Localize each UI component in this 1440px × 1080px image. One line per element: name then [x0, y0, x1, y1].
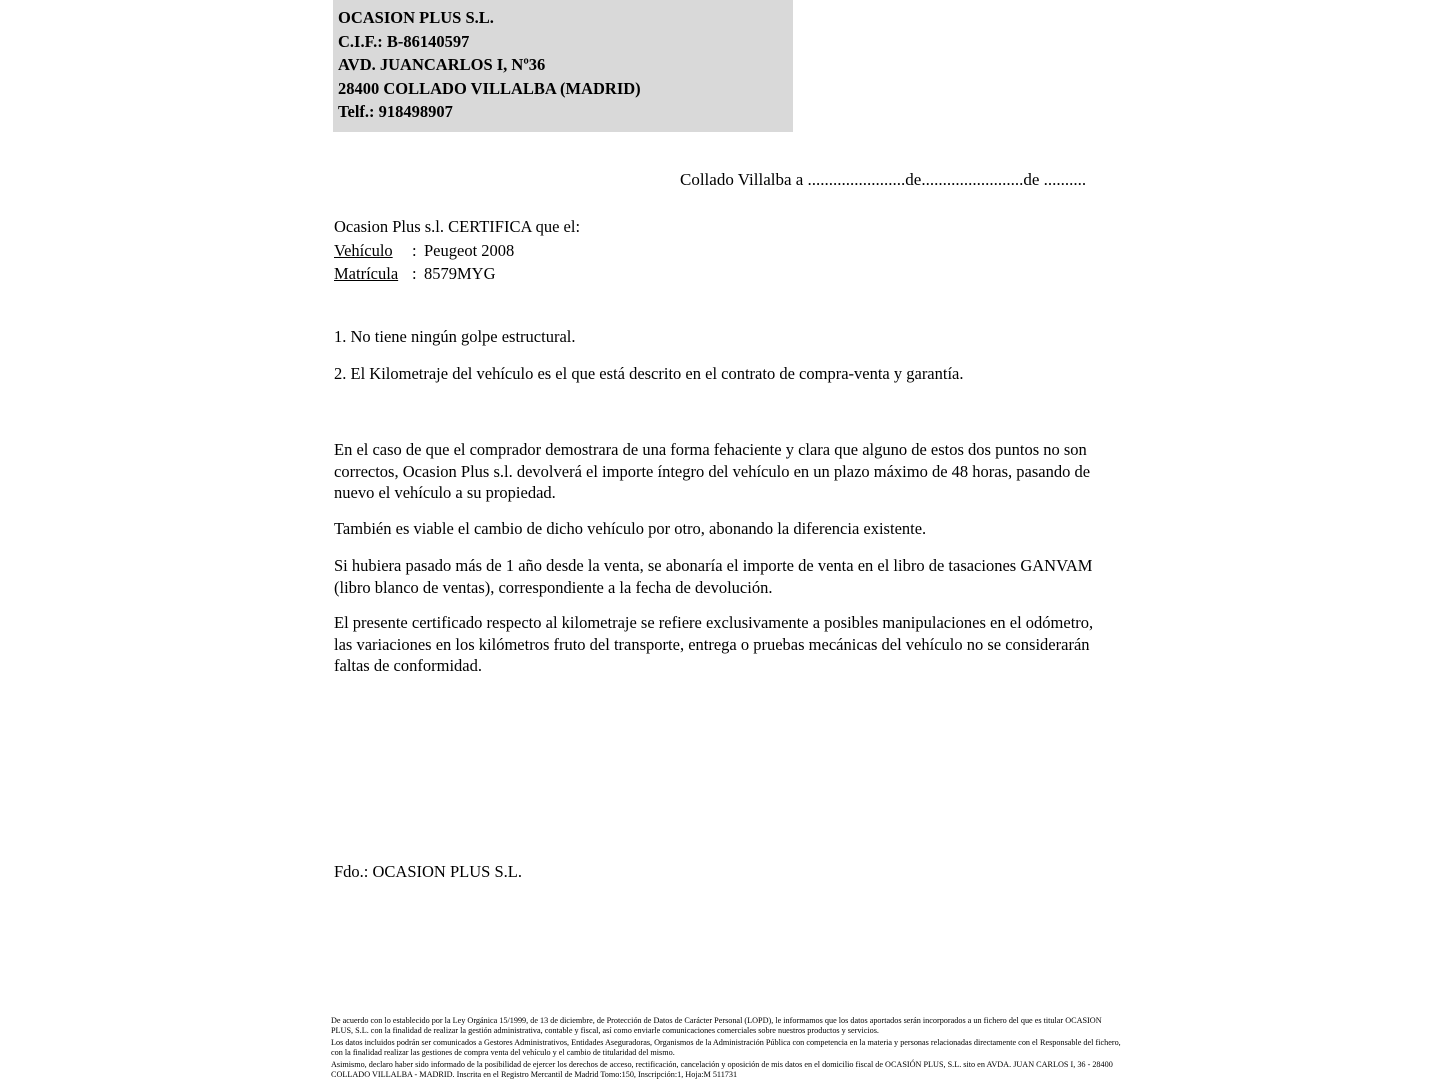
- paragraph-one-year-clause: Si hubiera pasado más de 1 año desde la venta, se abonaría el importe de venta en el libro de tasaciones GANVAM (libro blanco de ventas), correspondiente a la fecha de devolución.: [334, 556, 1093, 597]
- date-line: Collado Villalba a .......................de........................de ..........: [680, 170, 1087, 189]
- certification-block: [334, 215, 580, 286]
- paragraph-vehicle-exchange: También es viable el cambio de dicho vehículo por otro, abonando la diferencia existente.: [334, 519, 927, 538]
- vehicle-label: Vehículo: [334, 240, 393, 260]
- point-item-1: 1. No tiene ningún golpe estructural.: [334, 327, 576, 346]
- point-item-2: 2. El Kilometraje del vehículo es el que está descrito en el contrato de compra-venta y garantía.: [334, 364, 964, 383]
- plate-value: 8579MYG: [424, 264, 496, 283]
- vehicle-separator: :: [412, 240, 417, 260]
- company-cif: C.I.F.: B-86140597: [338, 31, 470, 51]
- paragraph-odometer-scope: El presente certificado respecto al kilometraje se refiere exclusivamente a posibles manipulaciones en el odómetro, las variaciones en los kilómetros fruto del transporte, entrega o pruebas mecánicas del vehículo no se considerarán faltas de conformidad.: [334, 613, 1094, 675]
- certification-intro: Ocasion Plus s.l. CERTIFICA que el:: [334, 217, 581, 236]
- company-address-street: AVD. JUANCARLOS I, Nº36: [338, 55, 546, 74]
- company-name: OCASION PLUS S.L.: [338, 8, 494, 27]
- legal-paragraph-2: Los datos incluidos podrán ser comunicados a Gestores Administrativos, Entidades Aseguradoras, Organismos de la Administración Pública con competencia en la materia y personas relacionadas directamente con el Responsable del fichero, con la finalidad realizar las gestiones de compra venta del vehículo y el cambio de titularidad del mismo.: [331, 1038, 1121, 1057]
- signature-line: Fdo.: OCASION PLUS S.L.: [334, 862, 522, 881]
- legal-notice: [331, 1016, 1121, 1080]
- company-phone: Telf.: 918498907: [338, 102, 453, 121]
- plate-separator: :: [412, 264, 417, 283]
- vehicle-row: [334, 239, 580, 263]
- legal-paragraph-1: De acuerdo con lo establecido por la Ley Orgánica 15/1999, de 13 de diciembre, de Protección de Datos de Carácter Personal (LOPD), le informamos que los datos aportados serán incorporados a un fichero del que es titular OCASION PLUS, S.L. con la finalidad de realizar la gestión administrativa, contable y fiscal, así como enviarle comunicaciones comerciales sobre nuestros productos y servicios.: [331, 1016, 1102, 1035]
- plate-label: Matrícula: [334, 264, 399, 283]
- company-letterhead: [333, 0, 793, 132]
- paragraph-refund-terms: En el caso de que el comprador demostrara de una forma fehaciente y clara que alguno de estos dos puntos no son correctos, Ocasion Plus s.l. devolverá el importe íntegro del vehículo en un plazo máximo de 48 horas, pasando de nuevo el vehículo a su propiedad.: [334, 440, 1091, 502]
- vehicle-value: Peugeot 2008: [424, 240, 515, 260]
- company-address-city: 28400 COLLADO VILLALBA (MADRID): [338, 78, 641, 98]
- legal-paragraph-3: Asimismo, declaro haber sido informado de la posibilidad de ejercer los derechos de acceso, rectificación, cancelación y oposición de mis datos en el domicilio fiscal de OCASIÓN PLUS, S.L. sito en AVDA. JUAN CARLOS I, 36 - 28400 COLLADO VILLALBA - MADRID. Inscrita en el Registro Mercantil de Madrid Tomo:150, Inscripción:1, Hoja:M 511731: [331, 1060, 1113, 1079]
- plate-row: [334, 262, 580, 286]
